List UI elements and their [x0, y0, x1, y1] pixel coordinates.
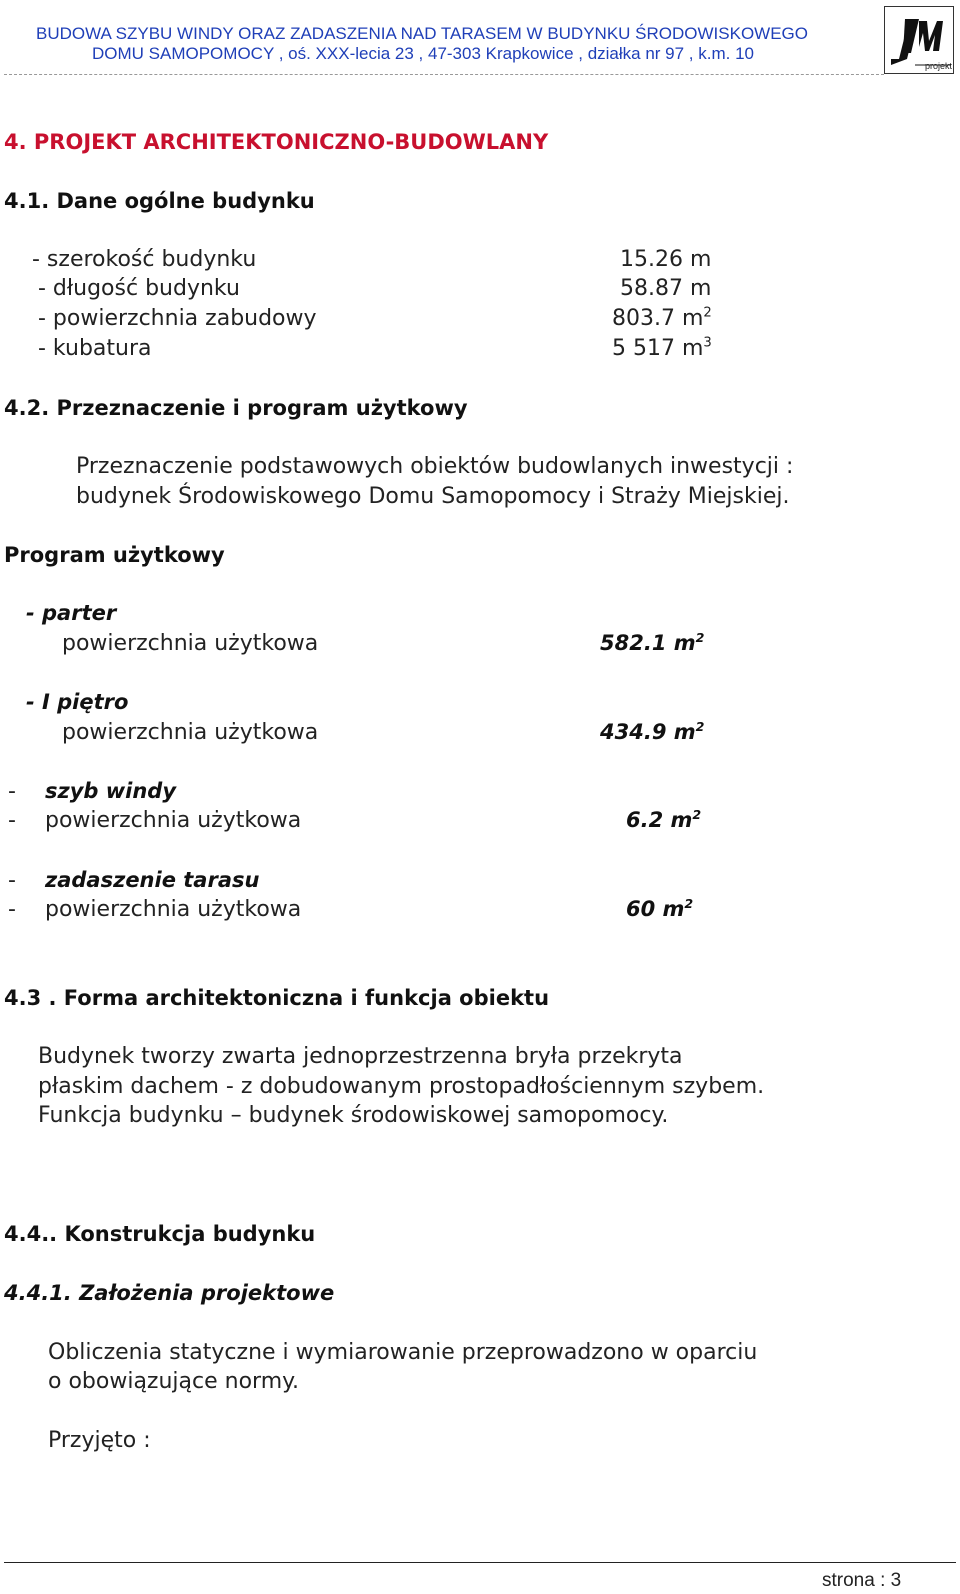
list-item-value: 803.7 $m^2$	[612, 305, 712, 331]
form-paragraph-line3: Funkcja budynku – budynek środowiskowej samopomocy.	[38, 1103, 669, 1128]
list-dash: -	[8, 897, 16, 922]
area-value: 434.9 $m^2$	[600, 719, 705, 744]
program-heading: Program użytkowy	[4, 543, 225, 567]
area-label: powierzchnia użytkowa	[62, 631, 319, 656]
list-item-value: 15.26 m	[620, 247, 712, 272]
list-item-value: 5 517 $m^3$	[612, 335, 712, 361]
section-4-4-heading: 4.4.. Konstrukcja budynku	[4, 1222, 316, 1246]
form-paragraph-line2: płaskim dachem - z dobudowanym prostopadłościennym szybem.	[38, 1074, 765, 1099]
section-4-2-heading: 4.2. Przeznaczenie i program użytkowy	[4, 396, 468, 420]
terrace-roof-label: zadaszenie tarasu	[45, 868, 260, 892]
footer-divider	[4, 1562, 956, 1563]
page-number: strona : 3	[822, 1570, 902, 1591]
list-item-label: - szerokość budynku	[32, 247, 257, 272]
list-dash: -	[8, 868, 16, 893]
area-value: 60 $m^2$	[626, 896, 694, 921]
logo-caption: projekt	[925, 61, 953, 71]
section-4-1-heading: 4.1. Dane ogólne budynku	[4, 189, 315, 213]
header-divider	[4, 74, 884, 75]
area-value: 582.1 $m^2$	[600, 630, 705, 655]
calc-paragraph-line2: o obowiązujące normy.	[48, 1369, 300, 1394]
floor-label-ground: - parter	[26, 601, 117, 625]
list-dash: -	[8, 808, 16, 833]
elevator-shaft-label: szyb windy	[45, 779, 177, 803]
header-title-line1: BUDOWA SZYBU WINDY ORAZ ZADASZENIA NAD TARASEM W BUDYNKU ŚRODOWISKOWEGO	[36, 24, 809, 43]
section-4-heading: 4. PROJEKT ARCHITEKTONICZNO-BUDOWLANY	[4, 130, 549, 154]
purpose-paragraph-line2: budynek Środowiskowego Domu Samopomocy i Straży Miejskiej.	[76, 484, 790, 509]
calc-paragraph-line1: Obliczenia statyczne i wymiarowanie przeprowadzono w oparciu	[48, 1340, 758, 1365]
company-logo	[884, 6, 954, 74]
section-4-3-heading: 4.3 . Forma architektoniczna i funkcja obiektu	[4, 986, 550, 1010]
area-label: powierzchnia użytkowa	[45, 808, 302, 833]
list-item-value: 58.87 m	[620, 276, 712, 301]
area-label: powierzchnia użytkowa	[62, 720, 319, 745]
floor-label-first: - I piętro	[26, 690, 129, 714]
area-value: 6.2 $m^2$	[626, 807, 702, 832]
section-4-4-1-heading: 4.4.1. Założenia projektowe	[4, 1281, 335, 1305]
adopted-label: Przyjęto :	[48, 1428, 151, 1453]
area-label: powierzchnia użytkowa	[45, 897, 302, 922]
list-item-label: - powierzchnia zabudowy	[38, 306, 317, 331]
form-paragraph-line1: Budynek tworzy zwarta jednoprzestrzenna bryła przekryta	[38, 1044, 683, 1069]
list-dash: -	[8, 779, 16, 804]
list-item-label: - długość budynku	[38, 276, 240, 301]
header-title-line2: DOMU SAMOPOMOCY , oś. XXX-lecia 23 , 47-303 Krapkowice , działka nr 97 , k.m. 10	[92, 44, 754, 63]
purpose-paragraph-line1: Przeznaczenie podstawowych obiektów budowlanych inwestycji :	[76, 454, 794, 479]
list-item-label: - kubatura	[38, 336, 152, 361]
